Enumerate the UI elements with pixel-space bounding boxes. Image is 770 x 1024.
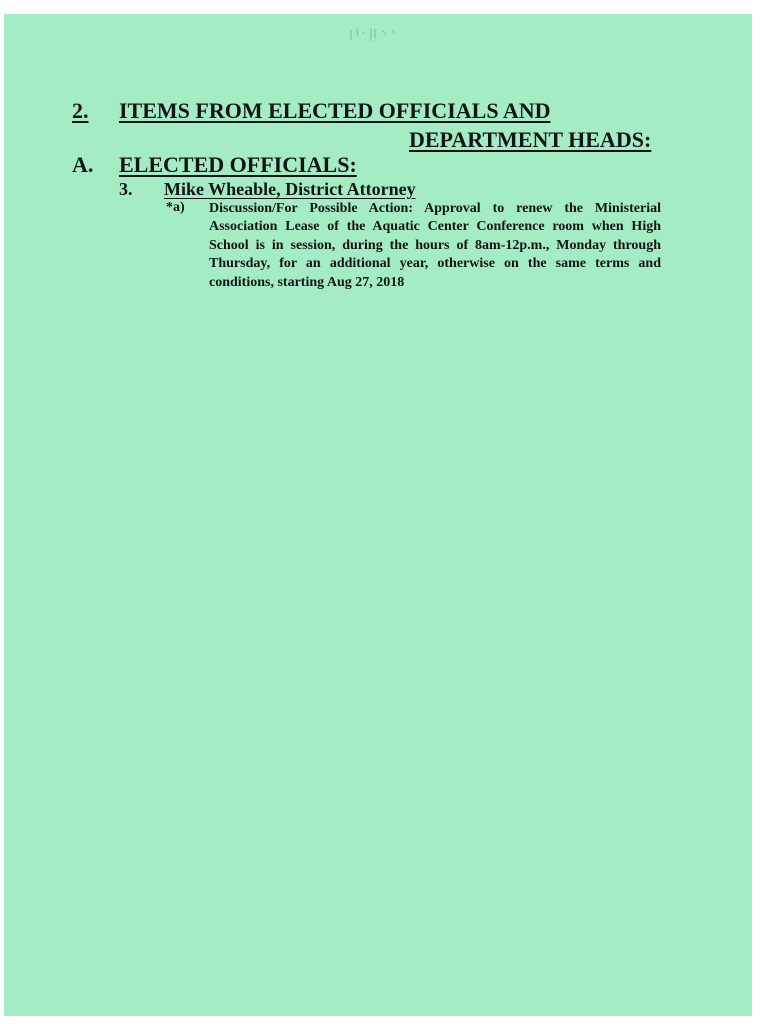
item-title: Mike Wheable, District Attorney — [164, 179, 416, 199]
section-number: 2. — [72, 98, 89, 123]
section-title-line1: ITEMS FROM ELECTED OFFICIALS AND — [119, 98, 551, 123]
subsection-letter: A. — [72, 152, 94, 177]
section-title-line2: DEPARTMENT HEADS: — [409, 127, 652, 152]
agenda-item-letter: *a) — [166, 200, 185, 215]
item-number: 3. — [119, 179, 133, 199]
subsection-title: ELECTED OFFICIALS: — [119, 152, 357, 177]
faint-stamp-mark — [349, 26, 409, 42]
agenda-item-text: Discussion/For Possible Action: Approval to renew the Ministerial Association Lease of the Aquatic Center Conference room when High School is in session, during the hours of 8am-12p.m., Monday through Thursday, for an additional year, otherwise on the same terms and conditions, starting Aug 27, 2018 — [209, 201, 661, 290]
document-page — [4, 14, 752, 1016]
